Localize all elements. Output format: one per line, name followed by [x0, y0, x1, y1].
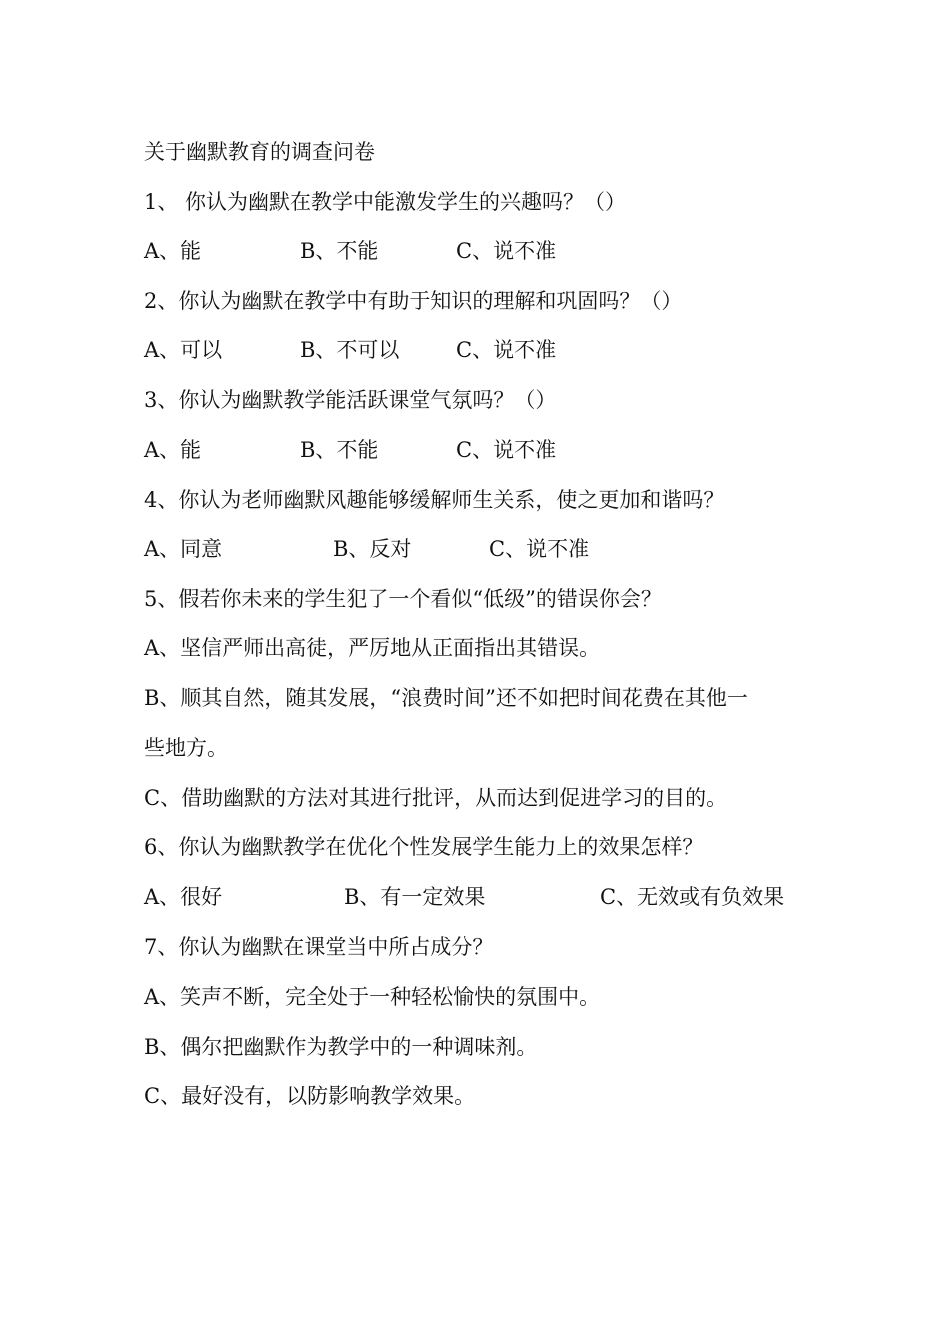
option-c: C、说不准 [456, 239, 557, 263]
option-b: B、不能 [300, 438, 379, 462]
question-7-option-a: A、笑声不断，完全处于一种轻松愉快的氛围中。 [144, 985, 601, 1009]
question-5-option-b-continued: 些地方。 [144, 736, 228, 760]
option-b: B、反对 [333, 537, 412, 561]
option-c: C、说不准 [456, 338, 557, 362]
question-5: 5、假若你未来的学生犯了一个看似“低级”的错误你会？ [144, 587, 662, 611]
option-b: B、不能 [300, 239, 379, 263]
option-a: A、能 [144, 438, 202, 462]
question-1: 1、 你认为幽默在教学中能激发学生的兴趣吗？（） [144, 190, 627, 214]
question-2: 2、你认为幽默在教学中有助于知识的理解和巩固吗？（） [144, 289, 683, 313]
question-5-option-a: A、坚信严师出高徒，严厉地从正面指出其错误。 [144, 636, 601, 660]
question-5-option-b: B、顺其自然，随其发展，“浪费时间”还不如把时间花费在其他一 [144, 686, 748, 710]
option-a: A、同意 [144, 537, 223, 561]
option-a: A、能 [144, 239, 202, 263]
question-5-option-c: C、借助幽默的方法对其进行批评，从而达到促进学习的目的。 [144, 786, 728, 810]
option-c: C、无效或有负效果 [600, 885, 785, 909]
option-a: A、很好 [144, 885, 223, 909]
question-4: 4、你认为老师幽默风趣能够缓解师生关系，使之更加和谐吗？ [144, 488, 725, 512]
option-c: C、说不准 [456, 438, 557, 462]
document-title: 关于幽默教育的调查问卷 [144, 140, 375, 164]
question-7: 7、你认为幽默在课堂当中所占成分？ [144, 935, 494, 959]
option-b: B、有一定效果 [344, 885, 486, 909]
option-b: B、不可以 [300, 338, 400, 362]
question-6: 6、你认为幽默教学在优化个性发展学生能力上的效果怎样？ [144, 835, 704, 859]
question-7-option-c: C、最好没有，以防影响教学效果。 [144, 1084, 476, 1108]
question-7-option-b: B、偶尔把幽默作为教学中的一种调味剂。 [144, 1035, 538, 1059]
question-3: 3、你认为幽默教学能活跃课堂气氛吗？（） [144, 388, 557, 412]
option-c: C、说不准 [489, 537, 590, 561]
option-a: A、可以 [144, 338, 223, 362]
